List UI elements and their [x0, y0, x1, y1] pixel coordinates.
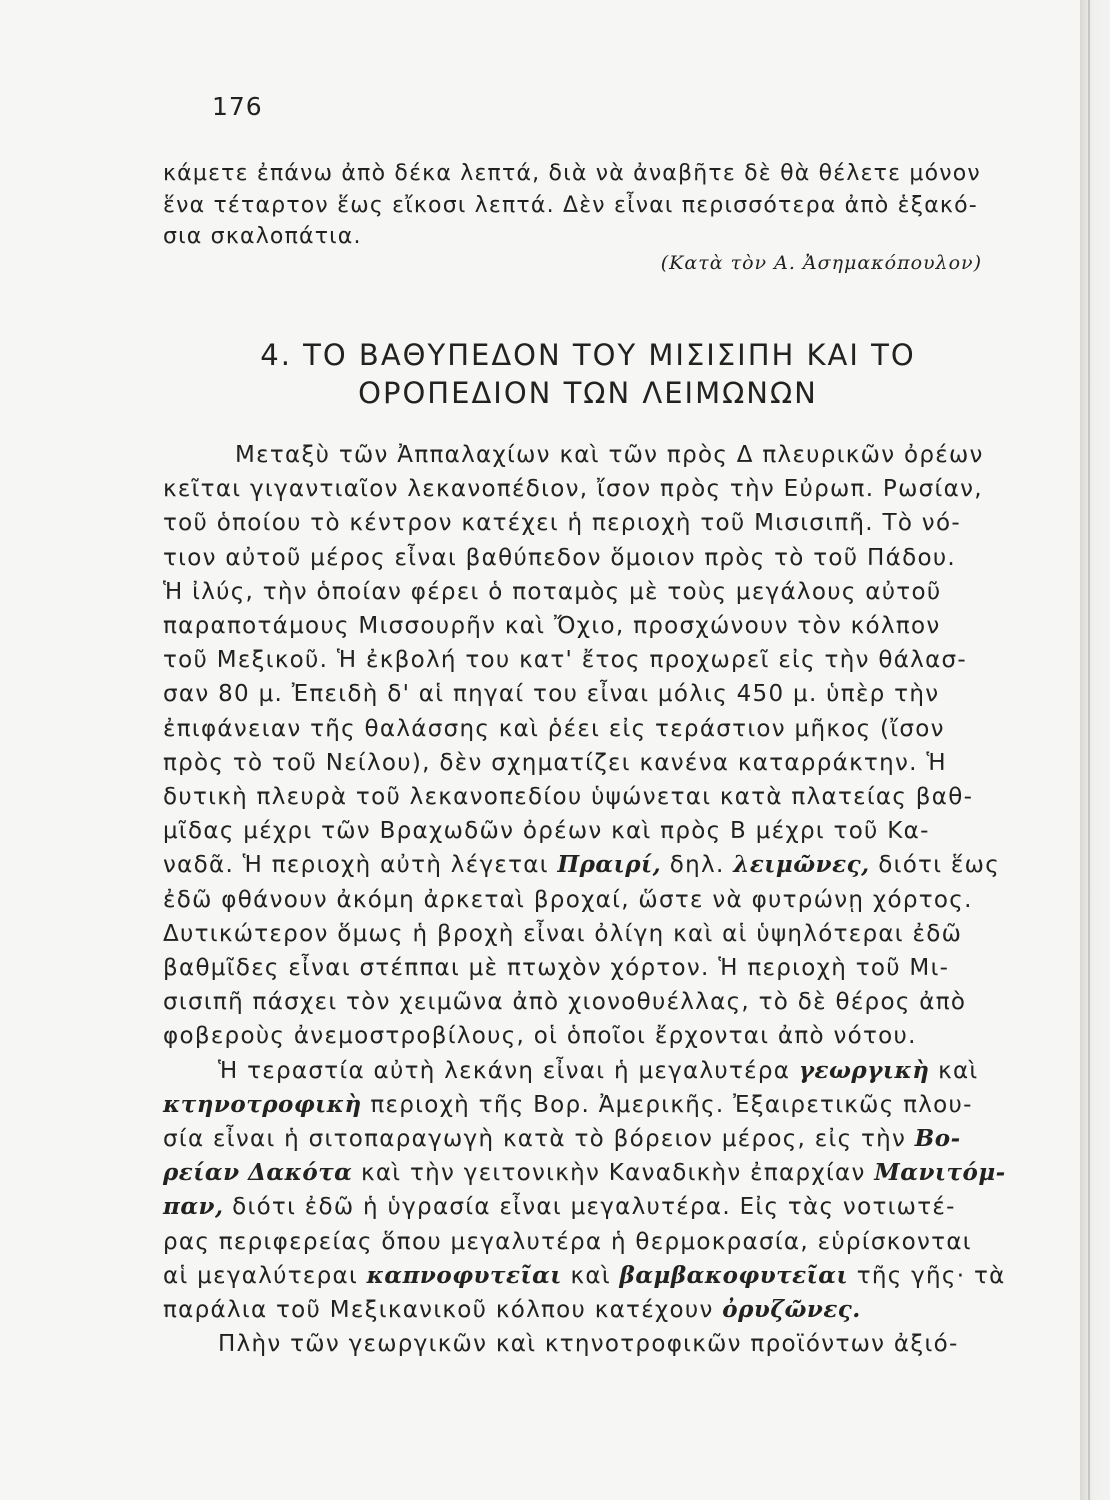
text-line — [163, 848, 1013, 882]
text-line — [163, 1054, 1013, 1088]
heading-line-2: ΟΡΟΠΕΔΙΟΝ ΤΩΝ ΛΕΙΜΩΝΩΝ — [358, 376, 818, 410]
emphasis-term: ρείαν Δακότα — [163, 1159, 353, 1187]
text-line — [163, 1088, 1013, 1122]
emphasis-term: καπνοφυτεῖαι — [366, 1261, 562, 1289]
emphasis-term: Πραιρί, — [557, 851, 662, 879]
emphasis-term: ὀρυζῶνες. — [722, 1296, 861, 1324]
text-line: βαθμῖδες εἶναι στέππαι μὲ πτωχὸν χόρτον. Ἡ περιοχὴ τοῦ Μι- — [163, 955, 950, 982]
text-line: Μεταξὺ τῶν Ἀππαλαχίων καὶ τῶν πρὸς Δ πλευρικῶν ὀρέων — [235, 442, 984, 468]
text-span: διότι ἐδῶ ἡ ὑγρασία εἶναι μεγαλυτέρα. Εἰς τὰς νοτιωτέ- — [223, 1194, 956, 1221]
text-span: σία εἶναι ἡ σιτοπαραγωγὴ κατὰ τὸ βόρειον μέρος, εἰς τὴν — [163, 1126, 915, 1153]
text-span: δηλ. — [661, 852, 734, 879]
text-line: πρὸς τὸ τοῦ Νείλου), δὲν σχηματίζει κανένα καταρράκτην. Ἡ — [163, 749, 947, 776]
text-line: κάμετε ἐπάνω ἀπὸ δέκα λεπτά, διὰ νὰ ἀναβῆτε δὲ θὰ θέλετε μόνον — [163, 161, 981, 186]
text-line: ρας περιφερείας ὅπου μεγαλυτέρα ἡ θερμοκρασία, εὑρίσκονται — [163, 1228, 972, 1255]
text-span: τῆς γῆς· τὰ — [848, 1262, 1006, 1289]
text-line — [163, 1190, 1013, 1224]
text-span: ναδᾶ. Ἡ περιοχὴ αὐτὴ λέγεται — [163, 852, 558, 879]
text-line — [163, 1259, 1013, 1293]
text-line: σια σκαλοπάτια. — [163, 224, 362, 249]
body-text — [163, 438, 1013, 1361]
text-line: σαν 80 μ. Ἐπειδὴ δ' αἱ πηγαί του εἶναι μόλις 450 μ. ὑπὲρ τὴν — [163, 681, 940, 708]
heading-line-1: 4. ΤΟ ΒΑΘΥΠΕΔΟΝ ΤΟΥ ΜΙΣΙΣΙΠΗ ΚΑΙ ΤΟ — [260, 338, 916, 372]
text-line: ἐπιφάνειαν τῆς θαλάσσης καὶ ῥέει εἰς τεράστιον μῆκος (ἴσον — [163, 715, 945, 742]
page-number: 176 — [212, 92, 263, 121]
emphasis-term: παν, — [163, 1193, 224, 1221]
text-span: αἱ μεγαλύτεραι — [163, 1262, 367, 1289]
text-line: ἕνα τέταρτον ἕως εἴκοσι λεπτά. Δὲν εἶναι περισσότερα ἀπὸ ἑξακό- — [163, 192, 978, 218]
emphasis-term: λειμῶνες, — [733, 851, 870, 879]
text-span: Ἡ τεραστία αὐτὴ λεκάνη εἶναι ἡ μεγαλυτέρα — [218, 1057, 799, 1084]
emphasis-term: Μανιτόμ- — [874, 1159, 1006, 1187]
text-span: διότι ἕως — [869, 852, 1000, 879]
text-span: καὶ — [929, 1057, 979, 1084]
text-span: καὶ τὴν γειτονικὴν Καναδικὴν ἐπαρχίαν — [352, 1160, 875, 1187]
intro-paragraph — [163, 158, 1013, 253]
text-line: τιον αὐτοῦ μέρος εἶναι βαθύπεδον ὅμοιον πρὸς τὸ τοῦ Πάδου. — [163, 544, 957, 571]
text-span: παράλια τοῦ Μεξικανικοῦ κόλπου κατέχουν — [163, 1297, 723, 1324]
attribution: (Κατὰ τὸν Α. Ἀσημακόπουλον) — [660, 252, 982, 274]
text-line: τοῦ ὁποίου τὸ κέντρον κατέχει ἡ περιοχὴ τοῦ Μισισιπῆ. Τὸ νό- — [163, 510, 961, 537]
text-span: περιοχὴ τῆς Βορ. Ἀμερικῆς. Ἐξαιρετικῶς πλου- — [361, 1091, 973, 1118]
text-line: Δυτικώτερον ὅμως ἡ βροχὴ εἶναι ὀλίγη καὶ αἱ ὑψηλότεραι ἐδῶ — [163, 920, 963, 947]
book-spine-shadow — [1080, 0, 1110, 1500]
text-line: ἐδῶ φθάνουν ἀκόμη ἀρκεταὶ βροχαί, ὥστε νὰ φυτρώνῃ χόρτος. — [163, 886, 973, 913]
text-line: Ἡ ἰλύς, τὴν ὁποίαν φέρει ὁ ποταμὸς μὲ τοὺς μεγάλους αὐτοῦ — [163, 578, 942, 605]
text-line — [163, 1122, 1013, 1156]
text-line: Πλὴν τῶν γεωργικῶν καὶ κτηνοτροφικῶν προϊόντων ἀξιό- — [218, 1331, 959, 1358]
page-edge — [1088, 0, 1090, 1500]
section-heading — [163, 336, 1013, 412]
text-line: κεῖται γιγαντιαῖον λεκανοπέδιον, ἴσον πρὸς τὴν Εὐρωπ. Ρωσίαν, — [163, 476, 983, 503]
emphasis-term: Βο- — [914, 1125, 961, 1153]
emphasis-term: βαμβακοφυτεῖαι — [619, 1261, 849, 1289]
text-line: μῖδας μέχρι τῶν Βραχωδῶν ὀρέων καὶ πρὸς Β μέχρι τοῦ Κα- — [163, 818, 930, 845]
text-line: παραποτάμους Μισσουρῆν καὶ Ὄχιο, προσχώνουν τὸν κόλπον — [163, 613, 941, 640]
text-line — [163, 1293, 1013, 1327]
text-line: σισιπῆ πάσχει τὸν χειμῶνα ἀπὸ χιονοθυέλλας, τὸ δὲ θέρος ἀπὸ — [163, 989, 967, 1016]
emphasis-term: γεωργικὴ — [798, 1056, 930, 1084]
text-line — [163, 1156, 1013, 1190]
emphasis-term: κτηνοτροφικὴ — [163, 1090, 362, 1118]
text-line: τοῦ Μεξικοῦ. Ἡ ἐκβολή του κατ' ἔτος προχωρεῖ εἰς τὴν θάλασ- — [163, 647, 968, 674]
text-line: δυτικὴ πλευρὰ τοῦ λεκανοπεδίου ὑψώνεται κατὰ πλατείας βαθ- — [163, 784, 974, 811]
text-span: καὶ — [561, 1262, 620, 1289]
text-line: φοβεροὺς ἀνεμοστροβίλους, οἱ ὁποῖοι ἔρχονται ἀπὸ νότου. — [163, 1023, 917, 1050]
